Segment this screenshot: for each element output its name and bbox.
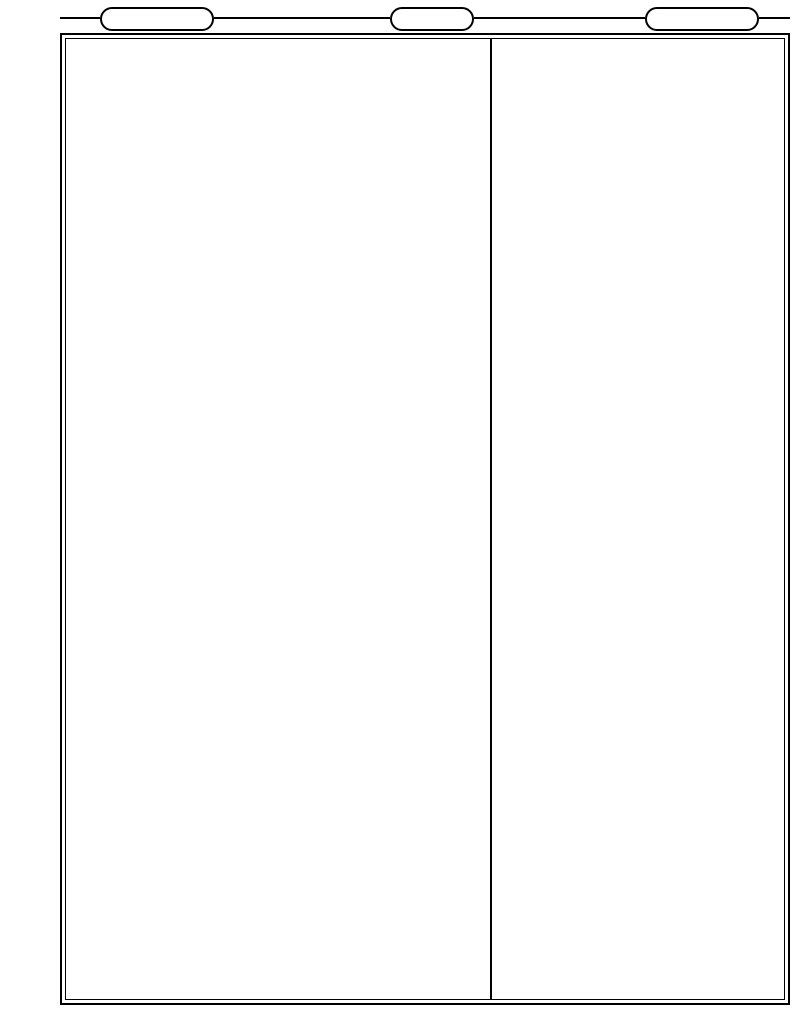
page-header: [60, 5, 790, 31]
text-frame: [60, 33, 790, 1005]
surah-name-label: [645, 7, 759, 31]
header-rule-mid-right: [474, 17, 645, 19]
header-rule-mid-left: [214, 17, 390, 19]
verse-rows: [66, 39, 784, 999]
text-frame-inner: [65, 38, 785, 1000]
para-name-label: [100, 7, 214, 31]
header-rule-right: [759, 17, 790, 19]
mushaf-page: [60, 5, 790, 1005]
page-number: [390, 7, 474, 31]
header-rule-left: [60, 17, 100, 19]
